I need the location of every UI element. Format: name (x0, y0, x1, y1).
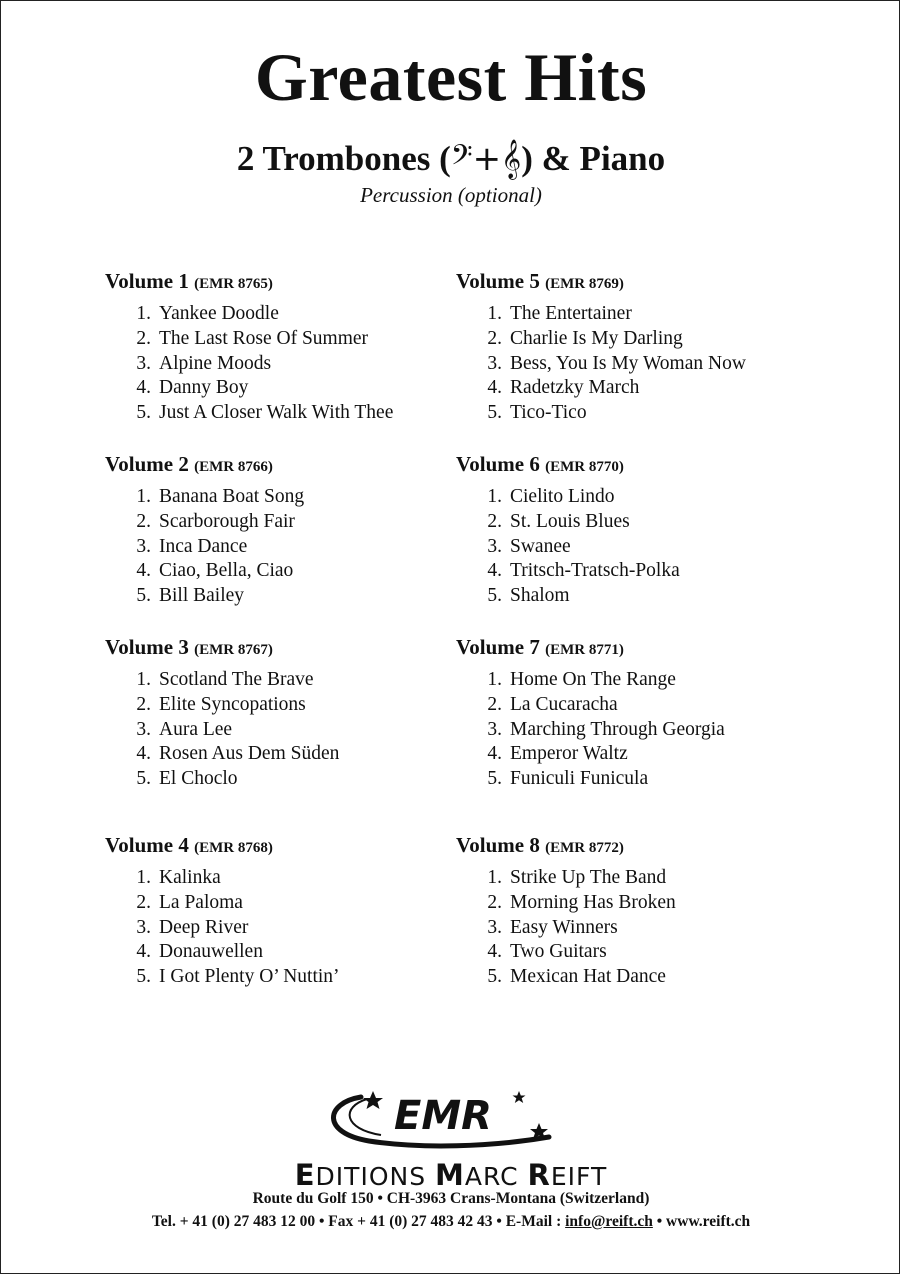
volume-heading (105, 637, 465, 658)
volume-heading (105, 454, 465, 475)
track-title: Tritsch-Tratsch-Polka (510, 560, 680, 582)
track-number: 2. (136, 510, 151, 532)
volume-4 (105, 835, 465, 990)
subtitle-suffix: ) & Piano (521, 139, 666, 178)
track-item (105, 693, 465, 718)
track-item (105, 965, 465, 990)
track-title: La Paloma (159, 891, 243, 913)
star-icon (513, 1091, 526, 1103)
track-number: 2. (487, 891, 502, 913)
track-item (456, 965, 816, 990)
volume-label: Volume 6 (456, 452, 540, 476)
page-title: Greatest Hits (254, 39, 648, 115)
track-number: 5. (487, 966, 502, 988)
track-title: Banana Boat Song (159, 486, 305, 507)
star-icon (363, 1091, 383, 1109)
volume-2 (105, 454, 465, 609)
track-item (105, 352, 465, 377)
subtitle-prefix: 2 Trombones ( (236, 139, 451, 178)
volume-label: Volume 5 (456, 269, 540, 293)
track-title: Aura Lee (159, 718, 233, 740)
track-number: 4. (136, 743, 151, 765)
track-item (105, 485, 465, 510)
track-item (456, 327, 816, 352)
track-item (456, 891, 816, 916)
volume-8 (456, 835, 816, 990)
track-item (105, 866, 465, 891)
volume-code: (EMR 8768) (194, 840, 273, 856)
volume-label: Volume 2 (105, 452, 189, 476)
volume-heading (105, 271, 465, 292)
track-number: 5. (136, 585, 151, 607)
track-number: 3. (487, 535, 502, 557)
track-number: 3. (487, 916, 502, 938)
track-title: Marching Through Georgia (510, 718, 725, 740)
track-number: 2. (136, 327, 151, 349)
track-number: 3. (136, 352, 151, 374)
track-title: Two Guitars (510, 941, 607, 963)
track-item (105, 302, 465, 327)
track-item (105, 401, 465, 426)
volume-5 (456, 271, 816, 426)
track-title: Morning Has Broken (510, 891, 676, 913)
volume-code: (EMR 8772) (545, 840, 624, 856)
track-number: 1. (487, 303, 502, 324)
volume-6 (456, 454, 816, 609)
volume-label: Volume 8 (456, 833, 540, 857)
track-number: 3. (136, 535, 151, 557)
track-title: Charlie Is My Darling (510, 327, 683, 349)
plus-sign: + (472, 139, 502, 179)
track-item (105, 767, 465, 792)
track-title: I Got Plenty O’ Nuttin’ (159, 966, 340, 988)
track-title: Just A Closer Walk With Thee (159, 402, 394, 424)
track-item (105, 510, 465, 535)
volume-code: (EMR 8766) (194, 459, 273, 475)
volume-code: (EMR 8769) (545, 276, 624, 292)
track-number: 5. (487, 768, 502, 790)
volume-label: Volume 4 (105, 833, 189, 857)
track-number: 5. (487, 585, 502, 607)
volume-code: (EMR 8767) (194, 642, 273, 658)
track-item (456, 693, 816, 718)
track-number: 3. (136, 718, 151, 740)
volume-code: (EMR 8771) (545, 642, 624, 658)
publisher-address: Route du Golf 150 • CH-3963 Crans-Montana (Switzerland) (252, 1190, 650, 1207)
volume-7 (456, 637, 816, 792)
track-title: Emperor Waltz (510, 743, 628, 765)
track-number: 2. (136, 693, 151, 715)
percussion-note: Percussion (optional) (360, 183, 542, 207)
email-link[interactable]: info@reift.ch (565, 1213, 653, 1230)
subtitle (1, 139, 900, 179)
track-number: 2. (487, 327, 502, 349)
track-number: 1. (136, 486, 151, 507)
track-number: 5. (487, 402, 502, 424)
volume-label: Volume 7 (456, 635, 540, 659)
track-item (105, 668, 465, 693)
track-number: 4. (487, 743, 502, 765)
track-title: The Last Rose Of Summer (159, 327, 369, 349)
track-title: La Cucaracha (510, 693, 618, 715)
track-number: 3. (136, 916, 151, 938)
track-item (456, 940, 816, 965)
track-number: 3. (487, 718, 502, 740)
volume-code: (EMR 8770) (545, 459, 624, 475)
track-number: 2. (487, 510, 502, 532)
track-number: 4. (487, 377, 502, 399)
track-item (456, 352, 816, 377)
track-item (105, 718, 465, 743)
track-title: El Choclo (159, 768, 238, 790)
logo-text: EMR (394, 1093, 492, 1139)
track-title: St. Louis Blues (510, 510, 630, 532)
track-number: 1. (487, 669, 502, 690)
track-item (456, 767, 816, 792)
track-number: 1. (136, 867, 151, 888)
volume-3 (105, 637, 465, 792)
track-number: 1. (136, 303, 151, 324)
publisher-initial: M (435, 1158, 465, 1192)
contact-phone-fax: Tel. + 41 (0) 27 483 12 00 • Fax + 41 (0) 27 483 42 43 • E-Mail : (151, 1213, 566, 1230)
publisher-name (1, 1158, 900, 1192)
track-item (456, 485, 816, 510)
track-item (105, 535, 465, 560)
publisher-word: DITIONS (315, 1162, 427, 1191)
track-item (105, 916, 465, 941)
track-title: Easy Winners (510, 916, 618, 938)
track-number: 2. (487, 693, 502, 715)
track-title: Strike Up The Band (510, 867, 667, 888)
volume-heading (456, 271, 816, 292)
track-item (456, 742, 816, 767)
track-item (456, 535, 816, 560)
track-title: Scarborough Fair (159, 510, 295, 532)
publisher-word: ARC (464, 1162, 519, 1191)
track-title: Deep River (159, 916, 249, 938)
volume-heading (456, 835, 816, 856)
volume-1 (105, 271, 465, 426)
track-title: Inca Dance (159, 535, 248, 557)
track-item (456, 559, 816, 584)
track-item (456, 584, 816, 609)
track-title: Shalom (510, 585, 570, 607)
track-title: Home On The Range (510, 669, 676, 690)
track-title: Kalinka (159, 867, 221, 888)
track-item (105, 376, 465, 401)
track-item (456, 668, 816, 693)
track-number: 1. (136, 669, 151, 690)
track-title: Donauwellen (159, 941, 263, 963)
volume-heading (456, 454, 816, 475)
track-title: Cielito Lindo (510, 486, 615, 507)
track-item (105, 327, 465, 352)
track-number: 4. (136, 941, 151, 963)
track-title: Scotland The Brave (159, 669, 314, 690)
track-title: Elite Syncopations (159, 693, 306, 715)
track-number: 4. (487, 560, 502, 582)
track-title: Ciao, Bella, Ciao (159, 560, 294, 582)
track-number: 5. (136, 768, 151, 790)
track-number: 1. (487, 486, 502, 507)
track-number: 5. (136, 402, 151, 424)
volume-code: (EMR 8765) (194, 276, 273, 292)
track-item (105, 584, 465, 609)
track-title: Alpine Moods (159, 352, 272, 374)
volume-label: Volume 3 (105, 635, 189, 659)
track-title: Funiculi Funicula (510, 768, 649, 790)
track-title: Tico-Tico (510, 402, 587, 424)
track-number: 1. (487, 867, 502, 888)
publisher-initial: E (294, 1158, 316, 1192)
publisher-word: EIFT (550, 1162, 608, 1191)
track-item (456, 376, 816, 401)
bass-clef-icon: 𝄢 (450, 139, 473, 179)
track-number: 5. (136, 966, 151, 988)
track-title: Radetzky March (510, 377, 640, 399)
track-title: Danny Boy (159, 377, 249, 399)
volume-heading (456, 637, 816, 658)
emr-logo (321, 1089, 557, 1151)
track-number: 3. (487, 352, 502, 374)
track-item (456, 510, 816, 535)
track-title: The Entertainer (510, 303, 632, 324)
track-item (456, 866, 816, 891)
track-item (456, 916, 816, 941)
track-number: 4. (136, 377, 151, 399)
track-title: Mexican Hat Dance (510, 966, 666, 988)
track-item (456, 718, 816, 743)
track-title: Bess, You Is My Woman Now (510, 352, 746, 374)
contact-website: • www.reift.ch (652, 1213, 751, 1230)
track-item (105, 940, 465, 965)
track-number: 4. (136, 560, 151, 582)
volume-heading (105, 835, 465, 856)
treble-clef-icon: 𝄞 (501, 139, 522, 179)
track-title: Bill Bailey (159, 585, 245, 607)
track-item (105, 891, 465, 916)
publisher-contact (1, 1214, 900, 1230)
track-title: Yankee Doodle (159, 303, 279, 324)
track-item (456, 401, 816, 426)
track-item (105, 559, 465, 584)
track-number: 4. (487, 941, 502, 963)
track-number: 2. (136, 891, 151, 913)
track-title: Rosen Aus Dem Süden (159, 743, 340, 765)
track-item (456, 302, 816, 327)
track-item (105, 742, 465, 767)
volume-label: Volume 1 (105, 269, 189, 293)
track-title: Swanee (510, 535, 571, 557)
publisher-initial: R (527, 1158, 551, 1192)
